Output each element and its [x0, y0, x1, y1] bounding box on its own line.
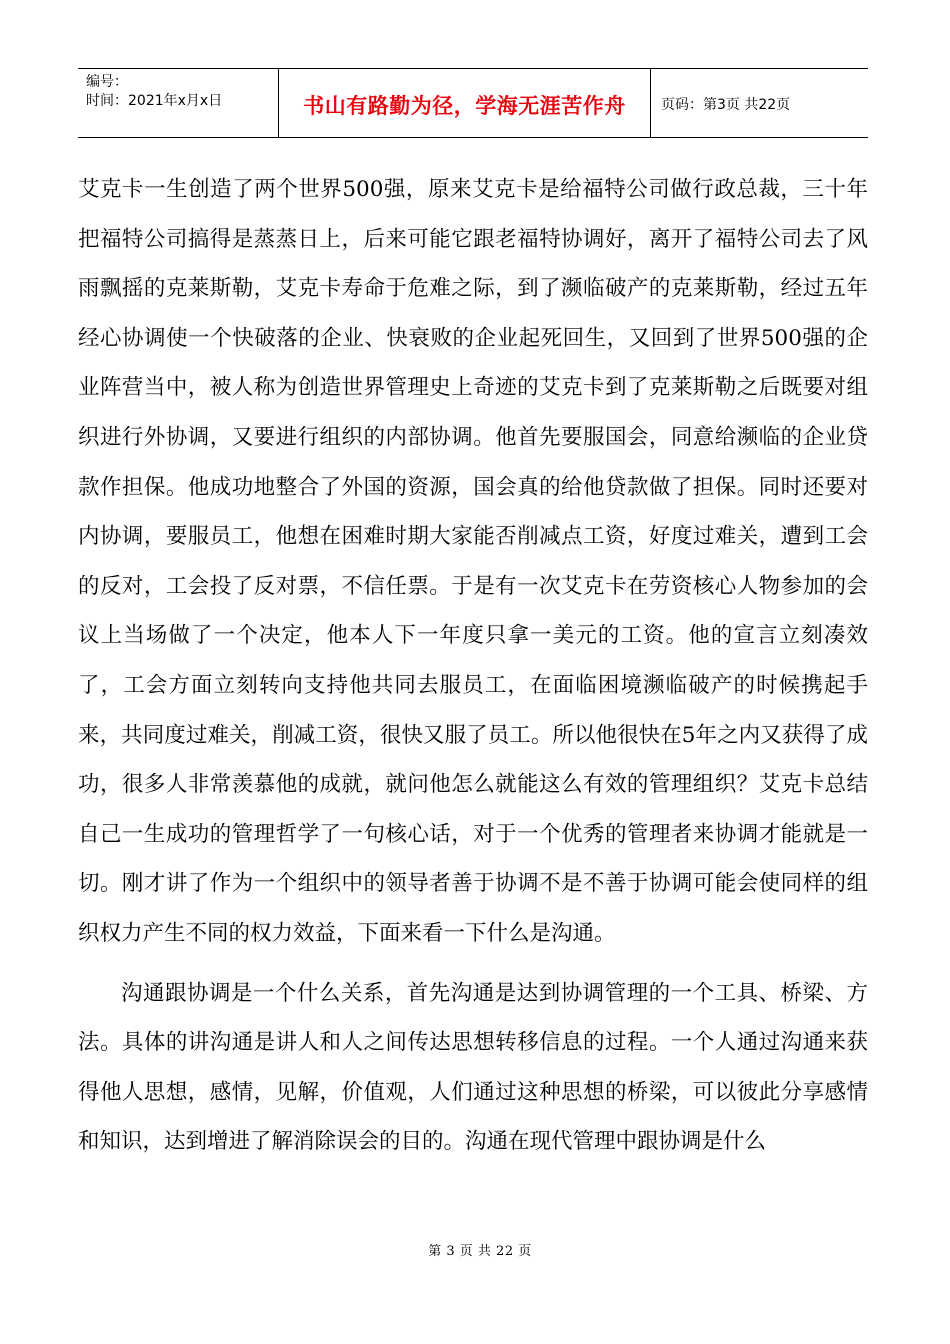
- document-body: [78, 165, 868, 1167]
- header-motto: 书山有路勤为径，学海无涯苦作舟: [279, 69, 651, 137]
- document-header: [78, 68, 868, 138]
- document-number-label: 编号：: [86, 74, 128, 90]
- document-time-label: 时间：2021年x月x日: [86, 93, 223, 109]
- body-paragraph: 艾克卡一生创造了两个世界500强，原来艾克卡是给福特公司做行政总裁，三十年把福特公司搞得是蒸蒸日上，后来可能它跟老福特协调好，离开了福特公司去了风雨飘摇的克莱斯勒，艾克卡寿命于危难之际，到了濒临破产的克莱斯勒，经过五年经心协调使一个快破落的企业、快衰败的企业起死回生，又回到了世界500强的企业阵营当中，被人称为创造世界管理史上奇迹的艾克卡到了克莱斯勒之后既要对组织进行外协调，又要进行组织的内部协调。他首先要服国会，同意给濒临的企业贷款作担保。他成功地整合了外国的资源，国会真的给他贷款做了担保。同时还要对内协调，要服员工，他想在困难时期大家能否削减点工资，好度过难关，遭到工会的反对，工会投了反对票，不信任票。于是有一次艾克卡在劳资核心人物参加的会议上当场做了一个决定，他本人下一年度只拿一美元的工资。他的宣言立刻凑效了，工会方面立刻转向支持他共同去服员工，在面临困境濒临破产的时候携起手来，共同度过难关，削减工资，很快又服了员工。所以他很快在5年之内又获得了成功，很多人非常羡慕他的成就，就问他怎么就能这么有效的管理组织？艾克卡总结自己一生成功的管理哲学了一句核心话，对于一个优秀的管理者来协调才能就是一切。刚才讲了作为一个组织中的领导者善于协调不是不善于协调可能会使同样的组织权力产生不同的权力效益，下面来看一下什么是沟通。: [78, 177, 868, 946]
- header-meta: [78, 69, 279, 137]
- header-page-label: 页码：第3页 共22页: [661, 97, 791, 113]
- page-footer: 第 3 页 共 22 页: [428, 1244, 532, 1259]
- body-paragraph: 沟通跟协调是一个什么关系，首先沟通是达到协调管理的一个工具、桥梁、方法。具体的讲沟通是讲人和人之间传达思想转移信息的过程。一个人通过沟通来获得他人思想，感情，见解，价值观，人们通过这种思想的桥梁，可以彼此分享感情和知识，达到增进了解消除误会的目的。沟通在现代管理中跟协调是什么: [78, 980, 868, 1155]
